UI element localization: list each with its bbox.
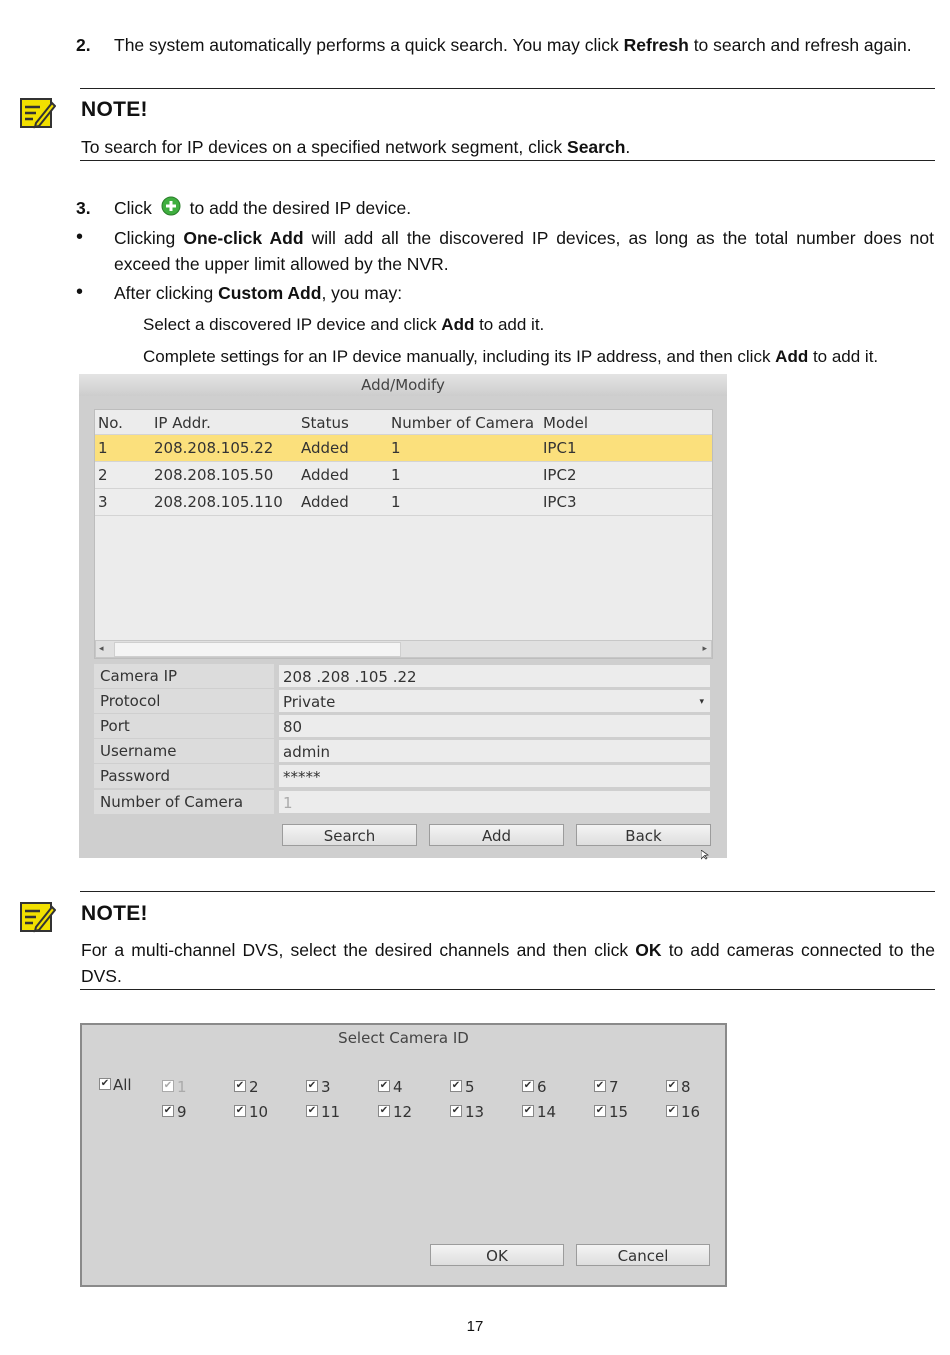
step-3-number: 3.	[76, 198, 91, 218]
step-3-text	[114, 195, 934, 221]
col-ip: IP Addr.	[154, 414, 211, 432]
ok-button[interactable]: OK	[430, 1244, 564, 1266]
step-2-text	[114, 32, 934, 58]
note-2-top-rule	[80, 891, 935, 892]
channel-checkbox[interactable]: ✔	[667, 1080, 677, 1091]
add-button[interactable]: Add	[429, 824, 564, 846]
channel-checkbox[interactable]: ✔	[307, 1105, 317, 1116]
note-1-title: NOTE!	[81, 98, 148, 121]
note-icon	[20, 901, 56, 933]
step-2-text-b: to search and refresh again.	[688, 35, 912, 55]
ok-keyword: OK	[635, 940, 662, 960]
channel-label: 1	[177, 1078, 187, 1096]
step-2-number: 2.	[76, 35, 91, 55]
add-keyword-1: Add	[441, 315, 475, 334]
scroll-left-arrow-icon[interactable]: ◂	[99, 644, 104, 654]
bullet-1-text-b: will add all the discovered IP devices, as long as the total number does not exceed the upper limit allowed by the NVR.	[114, 228, 934, 274]
page-number: 17	[466, 1318, 484, 1335]
username-input[interactable]: admin	[278, 739, 711, 763]
cancel-button[interactable]: Cancel	[576, 1244, 710, 1266]
channel-label: 11	[321, 1103, 341, 1121]
col-status: Status	[301, 414, 349, 432]
channel-label: 16	[681, 1103, 701, 1121]
password-row	[94, 764, 711, 788]
port-row	[94, 714, 711, 738]
cell-status: Added	[301, 493, 349, 511]
sub-item-1-text-b: to add it.	[474, 315, 545, 334]
dialog-title: Add/Modify	[79, 374, 727, 396]
dropdown-arrow-icon[interactable]: ▾	[699, 697, 704, 707]
horizontal-scrollbar[interactable]	[95, 640, 712, 658]
back-button[interactable]: Back	[576, 824, 711, 846]
channel-checkbox[interactable]: ✔	[307, 1080, 317, 1091]
channel-label: 5	[465, 1078, 475, 1096]
add-keyword-2: Add	[775, 347, 809, 366]
channel-label: 9	[177, 1103, 187, 1121]
col-model: Model	[543, 414, 589, 432]
port-label: Port	[94, 714, 274, 738]
table-header	[95, 410, 712, 436]
scroll-right-arrow-icon[interactable]: ▸	[702, 644, 707, 654]
channel-label: 14	[537, 1103, 557, 1121]
cell-ip: 208.208.105.50	[154, 466, 274, 484]
channel-checkbox[interactable]: ✔	[235, 1105, 245, 1116]
channel-checkbox[interactable]: ✔	[451, 1105, 461, 1116]
cell-model: IPC2	[543, 466, 577, 484]
note-2-text-b: to add cameras connected to the DVS.	[81, 940, 935, 986]
channel-checkbox[interactable]: ✔	[595, 1105, 605, 1116]
channel-label: 13	[465, 1103, 485, 1121]
channel-checkbox[interactable]: ✔	[451, 1080, 461, 1091]
channel-label: 7	[609, 1078, 619, 1096]
sub-item-2	[143, 344, 878, 370]
channel-label: 8	[681, 1078, 691, 1096]
cell-num-camera: 1	[391, 466, 401, 484]
all-checkbox[interactable]: ✔	[100, 1078, 110, 1089]
refresh-keyword: Refresh	[623, 35, 689, 55]
protocol-row	[94, 689, 711, 713]
channel-checkbox[interactable]: ✔	[523, 1105, 533, 1116]
sub-item-1-text-a: Select a discovered IP device and click	[143, 315, 442, 334]
cell-status: Added	[301, 466, 349, 484]
step-2-text-a: The system automatically performs a quick search. You may click	[114, 35, 624, 55]
cell-num-camera: 1	[391, 493, 401, 511]
channel-label: 3	[321, 1078, 331, 1096]
all-label: All	[113, 1076, 132, 1094]
cell-status: Added	[301, 439, 349, 457]
password-input[interactable]: *****	[278, 764, 711, 788]
protocol-select[interactable]	[278, 689, 711, 713]
channel-label: 10	[249, 1103, 269, 1121]
camera-form	[94, 664, 711, 816]
add-icon	[161, 196, 181, 216]
search-button[interactable]: Search	[282, 824, 417, 846]
cell-no: 3	[98, 493, 108, 511]
note-2-bottom-rule	[80, 989, 935, 990]
scrollbar-thumb[interactable]	[114, 642, 401, 657]
number-of-camera-row	[94, 790, 711, 814]
col-num-camera: Number of Camera	[391, 414, 535, 432]
channel-label: 6	[537, 1078, 547, 1096]
col-no: No.	[98, 414, 123, 432]
number-of-camera-label: Number of Camera	[94, 790, 274, 814]
table-row[interactable]	[95, 488, 712, 516]
channel-label: 12	[393, 1103, 413, 1121]
mouse-cursor-icon	[701, 850, 709, 860]
note-1-text	[81, 134, 936, 160]
channel-label: 15	[609, 1103, 629, 1121]
channel-checkbox[interactable]: ✔	[595, 1080, 605, 1091]
note-2-text	[81, 937, 935, 989]
step-3-text-b: to add the desired IP device.	[184, 198, 412, 218]
cell-model: IPC3	[543, 493, 577, 511]
bullet-2-text	[114, 280, 934, 306]
cell-no: 2	[98, 466, 108, 484]
username-row	[94, 739, 711, 763]
bullet-2-marker: •	[76, 281, 84, 303]
cell-num-camera: 1	[391, 439, 401, 457]
password-label: Password	[94, 764, 274, 788]
channel-checkbox[interactable]: ✔	[235, 1080, 245, 1091]
channel-checkbox[interactable]: ✔	[523, 1080, 533, 1091]
bullet-2-text-a: After clicking	[114, 283, 219, 303]
sub-item-1	[143, 312, 544, 338]
note-1-bottom-rule	[80, 160, 935, 161]
sub-item-2-text-b: to add it.	[808, 347, 879, 366]
select-camera-id-dialog	[80, 1023, 727, 1287]
channel-checkbox[interactable]: ✔	[667, 1105, 677, 1116]
channel-label: 4	[393, 1078, 403, 1096]
port-input[interactable]: 80	[278, 714, 711, 738]
protocol-value: Private	[283, 693, 336, 711]
note-icon	[20, 97, 56, 129]
table-row[interactable]	[95, 434, 712, 461]
note-1-top-rule	[80, 88, 935, 89]
number-of-camera-input: 1	[278, 790, 711, 814]
one-click-add-keyword: One-click Add	[183, 228, 304, 248]
bullet-2-text-b: , you may:	[321, 283, 403, 303]
camera-ip-row	[94, 664, 711, 688]
note-2-title: NOTE!	[81, 902, 148, 925]
custom-add-keyword: Custom Add	[218, 283, 322, 303]
username-label: Username	[94, 739, 274, 763]
protocol-label: Protocol	[94, 689, 274, 713]
channel-checkbox[interactable]: ✔	[379, 1080, 389, 1091]
add-modify-dialog	[79, 374, 727, 858]
table-row[interactable]	[95, 461, 712, 488]
device-table	[94, 409, 713, 659]
sub-item-2-text-a: Complete settings for an IP device manually, including its IP address, and then click	[143, 347, 776, 366]
note-2-text-a: For a multi-channel DVS, select the desired channels and then click	[81, 940, 636, 960]
cell-ip: 208.208.105.110	[154, 493, 283, 511]
camera-ip-input[interactable]: 208 .208 .105 .22	[278, 664, 711, 688]
channel-label: 2	[249, 1078, 259, 1096]
camera-ip-label: Camera IP	[94, 664, 274, 688]
cell-ip: 208.208.105.22	[154, 439, 274, 457]
cell-no: 1	[98, 439, 108, 457]
note-1-text-a: To search for IP devices on a specified network segment, click	[81, 137, 568, 157]
dialog-title: Select Camera ID	[338, 1029, 469, 1047]
channel-checkbox[interactable]: ✔	[163, 1105, 173, 1116]
channel-checkbox[interactable]: ✔	[379, 1105, 389, 1116]
channel-checkbox: ✔	[163, 1080, 173, 1091]
note-1-text-b: .	[625, 137, 631, 157]
search-keyword: Search	[567, 137, 626, 157]
cell-model: IPC1	[543, 439, 577, 457]
bullet-1-text	[114, 225, 934, 277]
step-3-text-a: Click	[114, 198, 157, 218]
bullet-1-text-a: Clicking	[114, 228, 184, 248]
bullet-1-marker: •	[76, 226, 84, 248]
